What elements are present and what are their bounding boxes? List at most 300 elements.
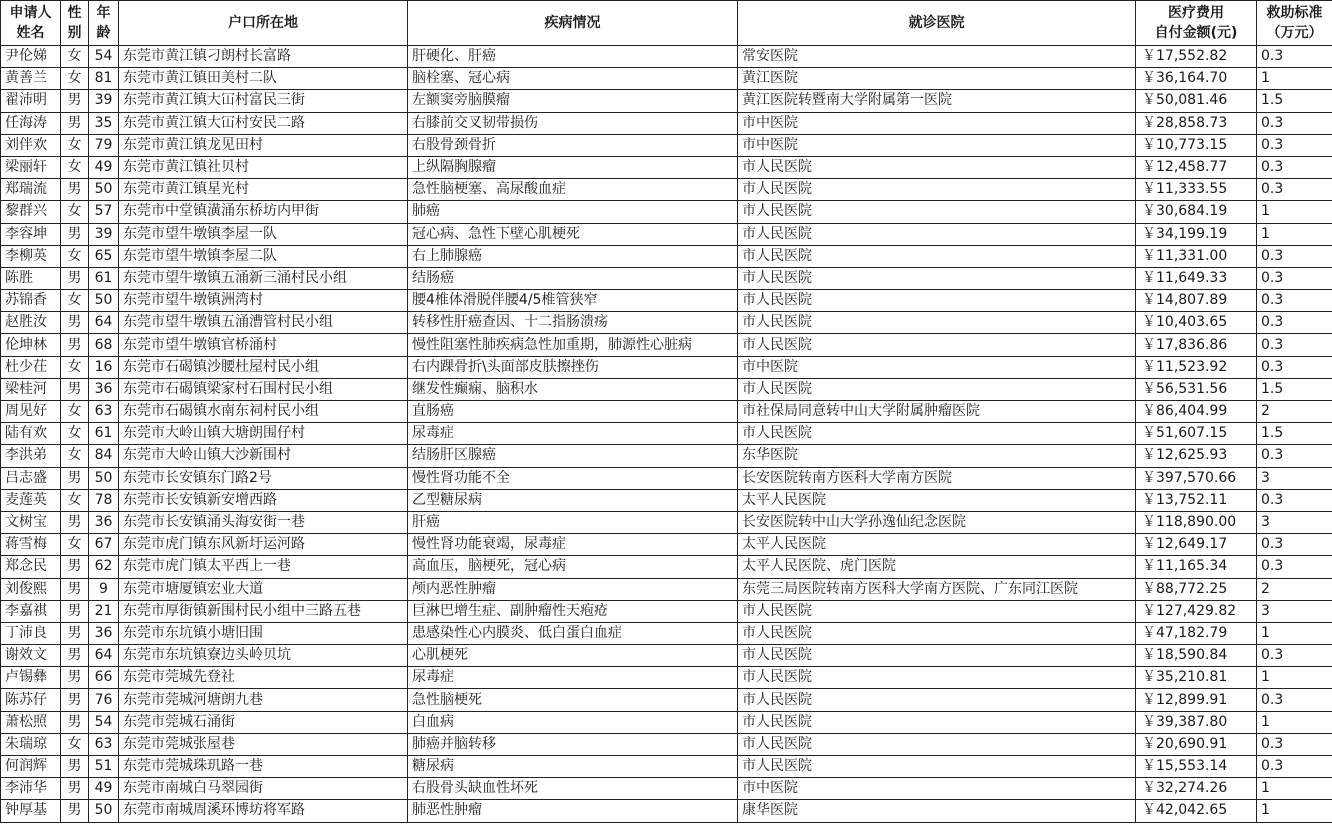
cell-gender: 女 [61, 534, 89, 556]
cell-age: 54 [89, 46, 119, 68]
header-address [119, 1, 408, 46]
cell-disease: 慢性阻塞性肺疾病急性加重期，肺源性心脏病 [408, 334, 738, 356]
cell-age: 76 [89, 689, 119, 711]
cell-standard: 0.3 [1257, 334, 1332, 356]
cell-standard: 0.3 [1257, 267, 1332, 289]
cell-standard: 1 [1257, 800, 1332, 822]
cell-gender: 女 [61, 733, 89, 755]
cell-address: 东莞市大岭山镇大沙新围村 [119, 445, 408, 467]
cell-hospital: 市人民医院 [738, 667, 1136, 689]
cell-gender: 男 [61, 267, 89, 289]
table-row [1, 645, 1332, 667]
cell-age: 84 [89, 445, 119, 467]
cell-standard: 0.3 [1257, 46, 1332, 68]
cell-address: 东莞市虎门镇太平西上一巷 [119, 556, 408, 578]
cell-standard: 1 [1257, 778, 1332, 800]
cell-hospital: 市人民医院 [738, 290, 1136, 312]
cell-address: 东莞市莞城张屋巷 [119, 733, 408, 755]
table-row [1, 134, 1332, 156]
cell-disease: 结肠癌 [408, 267, 738, 289]
cell-hospital: 康华医院 [738, 800, 1136, 822]
cell-address: 东莞市黄江镇社贝村 [119, 156, 408, 178]
cell-disease: 直肠癌 [408, 401, 738, 423]
table-row [1, 578, 1332, 600]
cell-address: 东莞市南城周溪环博坊将军路 [119, 800, 408, 822]
table-row [1, 201, 1332, 223]
cell-name: 赵胜汝 [1, 312, 61, 334]
cell-age: 67 [89, 534, 119, 556]
cell-gender: 男 [61, 578, 89, 600]
cell-cost: ￥20,690.91 [1136, 733, 1257, 755]
cell-standard: 1.5 [1257, 378, 1332, 400]
cell-gender: 女 [61, 356, 89, 378]
cell-name: 翟沛明 [1, 90, 61, 112]
cell-age: 61 [89, 423, 119, 445]
cell-disease: 心肌梗死 [408, 645, 738, 667]
cell-address: 东莞市莞城河塘朗九巷 [119, 689, 408, 711]
cell-cost: ￥12,625.93 [1136, 445, 1257, 467]
cell-gender: 男 [61, 467, 89, 489]
cell-disease: 右股骨颈骨折 [408, 134, 738, 156]
cell-address: 东莞市石碣镇梁家村石围村民小组 [119, 378, 408, 400]
table-row [1, 556, 1332, 578]
cell-cost: ￥47,182.79 [1136, 622, 1257, 644]
cell-disease: 慢性肾功能不全 [408, 467, 738, 489]
cell-gender: 女 [61, 201, 89, 223]
cell-age: 68 [89, 334, 119, 356]
cell-disease: 结肠肝区腺癌 [408, 445, 738, 467]
cell-hospital: 市人民医院 [738, 223, 1136, 245]
cell-address: 东莞市南城白马翠园街 [119, 778, 408, 800]
table-row [1, 800, 1332, 822]
cell-standard: 0.3 [1257, 733, 1332, 755]
cell-cost: ￥88,772.25 [1136, 578, 1257, 600]
cell-hospital: 市人民医院 [738, 334, 1136, 356]
cell-cost: ￥118,890.00 [1136, 511, 1257, 533]
cell-age: 64 [89, 312, 119, 334]
cell-hospital: 市人民医院 [738, 245, 1136, 267]
cell-address: 东莞市黄江镇刁朗村长富路 [119, 46, 408, 68]
table-row [1, 423, 1332, 445]
table-row [1, 733, 1332, 755]
cell-hospital: 长安医院转南方医科大学南方医院 [738, 467, 1136, 489]
cell-gender: 男 [61, 645, 89, 667]
cell-cost: ￥11,523.92 [1136, 356, 1257, 378]
cell-disease: 慢性肾功能衰竭，尿毒症 [408, 534, 738, 556]
cell-address: 东莞市望牛墩镇五涌漕管村民小组 [119, 312, 408, 334]
table-row [1, 534, 1332, 556]
cell-gender: 男 [61, 800, 89, 822]
cell-cost: ￥12,458.77 [1136, 156, 1257, 178]
cell-hospital: 市人民医院 [738, 622, 1136, 644]
cell-hospital: 市中医院 [738, 356, 1136, 378]
cell-age: 78 [89, 489, 119, 511]
cell-hospital: 黄江医院 [738, 68, 1136, 90]
cell-address: 东莞市望牛墩镇官桥涌村 [119, 334, 408, 356]
cell-name: 梁丽轩 [1, 156, 61, 178]
table-row [1, 756, 1332, 778]
header-disease-text: 疾病情况 [544, 15, 601, 31]
table-row [1, 334, 1332, 356]
table-row [1, 467, 1332, 489]
cell-address: 东莞市望牛墩镇李屋二队 [119, 245, 408, 267]
cell-standard: 1.5 [1257, 90, 1332, 112]
cell-name: 杜少茌 [1, 356, 61, 378]
cell-address: 东莞市黄江镇大冚村富民三街 [119, 90, 408, 112]
cell-hospital: 东莞三局医院转南方医科大学南方医院、广东同江医院 [738, 578, 1136, 600]
cell-address: 东莞市黄江镇龙见田村 [119, 134, 408, 156]
cell-standard: 0.3 [1257, 756, 1332, 778]
cell-disease: 继发性癫痫、脑积水 [408, 378, 738, 400]
cell-name: 吕志盛 [1, 467, 61, 489]
table-row [1, 290, 1332, 312]
cell-disease: 糖尿病 [408, 756, 738, 778]
cell-gender: 女 [61, 290, 89, 312]
header-cost-text: 医疗费用 自付金额(元) [1154, 5, 1238, 41]
cell-name: 任海涛 [1, 112, 61, 134]
cell-name: 朱瑞琼 [1, 733, 61, 755]
cell-standard: 0.3 [1257, 290, 1332, 312]
cell-name: 文树宝 [1, 511, 61, 533]
cell-name: 刘俊熙 [1, 578, 61, 600]
cell-name: 李洪弟 [1, 445, 61, 467]
cell-cost: ￥18,590.84 [1136, 645, 1257, 667]
cell-standard: 0.3 [1257, 179, 1332, 201]
cell-gender: 女 [61, 489, 89, 511]
header-row [1, 1, 1332, 46]
cell-cost: ￥14,807.89 [1136, 290, 1257, 312]
table-row [1, 356, 1332, 378]
cell-gender: 女 [61, 245, 89, 267]
cell-address: 东莞市黄江镇大冚村安民二路 [119, 112, 408, 134]
cell-standard: 1.5 [1257, 423, 1332, 445]
cell-name: 李柳英 [1, 245, 61, 267]
cell-gender: 女 [61, 445, 89, 467]
table-row [1, 600, 1332, 622]
header-standard-text: 救助标准 （万元） [1266, 5, 1323, 41]
cell-gender: 女 [61, 134, 89, 156]
cell-hospital: 市人民医院 [738, 312, 1136, 334]
cell-disease: 高血压，脑梗死，冠心病 [408, 556, 738, 578]
cell-name: 周见好 [1, 401, 61, 423]
cell-hospital: 常安医院 [738, 46, 1136, 68]
cell-hospital: 太平人民医院 [738, 534, 1136, 556]
cell-standard: 2 [1257, 401, 1332, 423]
cell-gender: 男 [61, 778, 89, 800]
cell-cost: ￥42,042.65 [1136, 800, 1257, 822]
table-row [1, 445, 1332, 467]
cell-gender: 女 [61, 68, 89, 90]
cell-standard: 0.3 [1257, 689, 1332, 711]
table-row [1, 511, 1332, 533]
table-row [1, 711, 1332, 733]
cell-disease: 颅内恶性肿瘤 [408, 578, 738, 600]
cell-age: 57 [89, 201, 119, 223]
cell-disease: 患感染性心内膜炎、低白蛋白血症 [408, 622, 738, 644]
cell-age: 39 [89, 90, 119, 112]
cell-cost: ￥34,199.19 [1136, 223, 1257, 245]
cell-age: 54 [89, 711, 119, 733]
cell-name: 李容坤 [1, 223, 61, 245]
cell-name: 李沛华 [1, 778, 61, 800]
cell-name: 陆有欢 [1, 423, 61, 445]
cell-disease: 转移性肝癌查因、十二指肠溃疡 [408, 312, 738, 334]
cell-hospital: 市社保局同意转中山大学附属肿瘤医院 [738, 401, 1136, 423]
cell-address: 东莞市虎门镇东风新圩运河路 [119, 534, 408, 556]
cell-name: 郑瑞流 [1, 179, 61, 201]
cell-gender: 女 [61, 46, 89, 68]
cell-gender: 女 [61, 156, 89, 178]
cell-address: 东莞市望牛墩镇洲湾村 [119, 290, 408, 312]
header-gender-text: 性 别 [67, 5, 82, 41]
cell-gender: 男 [61, 556, 89, 578]
cell-cost: ￥32,274.26 [1136, 778, 1257, 800]
header-age [89, 1, 119, 46]
cell-address: 东莞市长安镇东门路2号 [119, 467, 408, 489]
cell-hospital: 黄江医院转暨南大学附属第一医院 [738, 90, 1136, 112]
cell-age: 65 [89, 245, 119, 267]
cell-name: 黄善兰 [1, 68, 61, 90]
cell-hospital: 市人民医院 [738, 600, 1136, 622]
cell-cost: ￥17,836.86 [1136, 334, 1257, 356]
cell-gender: 女 [61, 423, 89, 445]
cell-standard: 0.3 [1257, 134, 1332, 156]
cell-disease: 肺恶性肿瘤 [408, 800, 738, 822]
cell-hospital: 东华医院 [738, 445, 1136, 467]
table-row [1, 156, 1332, 178]
header-name [1, 1, 61, 46]
cell-address: 东莞市大岭山镇大塘朗围仔村 [119, 423, 408, 445]
table-row [1, 46, 1332, 68]
cell-address: 东莞市莞城珠玑路一巷 [119, 756, 408, 778]
cell-disease: 左额窦旁脑膜瘤 [408, 90, 738, 112]
cell-name: 萧松照 [1, 711, 61, 733]
cell-disease: 上纵隔胸腺瘤 [408, 156, 738, 178]
cell-name: 伦坤林 [1, 334, 61, 356]
cell-name: 郑念民 [1, 556, 61, 578]
cell-standard: 0.3 [1257, 556, 1332, 578]
cell-age: 21 [89, 600, 119, 622]
cell-cost: ￥28,858.73 [1136, 112, 1257, 134]
cell-standard: 0.3 [1257, 112, 1332, 134]
cell-name: 何润辉 [1, 756, 61, 778]
cell-age: 50 [89, 290, 119, 312]
cell-address: 东莞市长安镇涌头海安街一巷 [119, 511, 408, 533]
table-row [1, 267, 1332, 289]
table-row [1, 622, 1332, 644]
cell-hospital: 市中医院 [738, 134, 1136, 156]
cell-disease: 急性脑梗死 [408, 689, 738, 711]
cell-standard: 0.3 [1257, 356, 1332, 378]
cell-address: 东莞市黄江镇田美村二队 [119, 68, 408, 90]
cell-age: 64 [89, 645, 119, 667]
cell-standard: 1 [1257, 223, 1332, 245]
cell-age: 9 [89, 578, 119, 600]
cell-standard: 0.3 [1257, 312, 1332, 334]
cell-age: 51 [89, 756, 119, 778]
cell-gender: 男 [61, 622, 89, 644]
table-row [1, 689, 1332, 711]
cell-address: 东莞市塘厦镇宏业大道 [119, 578, 408, 600]
cell-standard: 3 [1257, 511, 1332, 533]
cell-name: 蒋雪梅 [1, 534, 61, 556]
cell-gender: 男 [61, 689, 89, 711]
cell-hospital: 市人民医院 [738, 689, 1136, 711]
cell-disease: 肝癌 [408, 511, 738, 533]
cell-disease: 尿毒症 [408, 423, 738, 445]
cell-hospital: 市人民医院 [738, 156, 1136, 178]
cell-cost: ￥11,331.00 [1136, 245, 1257, 267]
table-row [1, 223, 1332, 245]
table-row [1, 667, 1332, 689]
cell-name: 苏锦香 [1, 290, 61, 312]
cell-cost: ￥15,553.14 [1136, 756, 1257, 778]
cell-address: 东莞市厚街镇新围村民小组中三路五巷 [119, 600, 408, 622]
cell-disease: 白血病 [408, 711, 738, 733]
table-row [1, 68, 1332, 90]
cell-cost: ￥12,649.17 [1136, 534, 1257, 556]
cell-standard: 3 [1257, 467, 1332, 489]
cell-gender: 男 [61, 312, 89, 334]
cell-standard: 0.3 [1257, 156, 1332, 178]
cell-age: 50 [89, 467, 119, 489]
cell-name: 刘伴欢 [1, 134, 61, 156]
cell-hospital: 市人民医院 [738, 179, 1136, 201]
cell-hospital: 市人民医院 [738, 423, 1136, 445]
header-address-text: 户口所在地 [228, 15, 298, 31]
cell-name: 钟厚基 [1, 800, 61, 822]
cell-hospital: 市人民医院 [738, 645, 1136, 667]
cell-name: 丁沛良 [1, 622, 61, 644]
cell-cost: ￥36,164.70 [1136, 68, 1257, 90]
cell-cost: ￥56,531.56 [1136, 378, 1257, 400]
cell-hospital: 市人民医院 [738, 267, 1136, 289]
cell-disease: 脑栓塞、冠心病 [408, 68, 738, 90]
cell-address: 东莞市东坑镇小塘旧围 [119, 622, 408, 644]
cell-cost: ￥30,684.19 [1136, 201, 1257, 223]
cell-standard: 2 [1257, 578, 1332, 600]
cell-disease: 肝硬化、肝癌 [408, 46, 738, 68]
cell-gender: 男 [61, 600, 89, 622]
cell-age: 36 [89, 378, 119, 400]
header-standard [1257, 1, 1332, 46]
cell-hospital: 市人民医院 [738, 756, 1136, 778]
cell-standard: 0.3 [1257, 534, 1332, 556]
cell-hospital: 市中医院 [738, 112, 1136, 134]
cell-hospital: 市人民医院 [738, 733, 1136, 755]
cell-cost: ￥86,404.99 [1136, 401, 1257, 423]
cell-age: 50 [89, 179, 119, 201]
cell-cost: ￥11,333.55 [1136, 179, 1257, 201]
table-row [1, 401, 1332, 423]
header-age-text: 年 龄 [96, 5, 111, 41]
cell-address: 东莞市东坑镇寮边头岭贝坑 [119, 645, 408, 667]
cell-age: 36 [89, 511, 119, 533]
cell-cost: ￥51,607.15 [1136, 423, 1257, 445]
table-row [1, 90, 1332, 112]
cell-cost: ￥17,552.82 [1136, 46, 1257, 68]
cell-cost: ￥11,165.34 [1136, 556, 1257, 578]
cell-hospital: 太平人民医院、虎门医院 [738, 556, 1136, 578]
cell-standard: 1 [1257, 667, 1332, 689]
cell-standard: 1 [1257, 201, 1332, 223]
table-row [1, 378, 1332, 400]
cell-gender: 男 [61, 334, 89, 356]
cell-disease: 乙型糖尿病 [408, 489, 738, 511]
cell-name: 尹伦娣 [1, 46, 61, 68]
cell-age: 79 [89, 134, 119, 156]
cell-address: 东莞市石碣镇沙腰杜屋村民小组 [119, 356, 408, 378]
cell-disease: 急性脑梗塞、高尿酸血症 [408, 179, 738, 201]
cell-name: 梁桂河 [1, 378, 61, 400]
table-row [1, 112, 1332, 134]
table-row [1, 245, 1332, 267]
cell-name: 陈胜 [1, 267, 61, 289]
cell-gender: 男 [61, 756, 89, 778]
cell-hospital: 长安医院转中山大学孙逸仙纪念医院 [738, 511, 1136, 533]
cell-name: 卢锡彝 [1, 667, 61, 689]
table-row [1, 179, 1332, 201]
cell-address: 东莞市莞城石涌街 [119, 711, 408, 733]
cell-disease: 右内踝骨折\头面部皮肤擦挫伤 [408, 356, 738, 378]
cell-disease: 肺癌 [408, 201, 738, 223]
cell-cost: ￥35,210.81 [1136, 667, 1257, 689]
cell-disease: 肺癌并脑转移 [408, 733, 738, 755]
cell-gender: 男 [61, 90, 89, 112]
cell-cost: ￥397,570.66 [1136, 467, 1257, 489]
cell-age: 62 [89, 556, 119, 578]
cell-age: 49 [89, 156, 119, 178]
cell-gender: 男 [61, 378, 89, 400]
cell-hospital: 市中医院 [738, 778, 1136, 800]
cell-cost: ￥12,899.91 [1136, 689, 1257, 711]
cell-age: 63 [89, 401, 119, 423]
cell-standard: 1 [1257, 711, 1332, 733]
cell-name: 麦莲英 [1, 489, 61, 511]
cell-gender: 男 [61, 667, 89, 689]
cell-disease: 巨淋巴增生症、副肿瘤性天疱疮 [408, 600, 738, 622]
cell-age: 61 [89, 267, 119, 289]
cell-gender: 男 [61, 511, 89, 533]
cell-gender: 男 [61, 711, 89, 733]
header-cost [1136, 1, 1257, 46]
cell-cost: ￥11,649.33 [1136, 267, 1257, 289]
cell-age: 66 [89, 667, 119, 689]
table-row [1, 312, 1332, 334]
cell-name: 李嘉祺 [1, 600, 61, 622]
cell-age: 81 [89, 68, 119, 90]
cell-name: 谢效文 [1, 645, 61, 667]
cell-age: 35 [89, 112, 119, 134]
cell-age: 50 [89, 800, 119, 822]
table-header [1, 1, 1332, 46]
cell-age: 63 [89, 733, 119, 755]
cell-hospital: 市人民医院 [738, 378, 1136, 400]
cell-standard: 0.3 [1257, 445, 1332, 467]
cell-address: 东莞市莞城先登社 [119, 667, 408, 689]
cell-address: 东莞市长安镇新安增西路 [119, 489, 408, 511]
cell-address: 东莞市望牛墩镇五涌新三涌村民小组 [119, 267, 408, 289]
header-disease [408, 1, 738, 46]
cell-standard: 1 [1257, 68, 1332, 90]
cell-hospital: 市人民医院 [738, 711, 1136, 733]
cell-disease: 尿毒症 [408, 667, 738, 689]
cell-hospital: 市人民医院 [738, 201, 1136, 223]
cell-age: 16 [89, 356, 119, 378]
cell-cost: ￥50,081.46 [1136, 90, 1257, 112]
cell-name: 黎群兴 [1, 201, 61, 223]
cell-gender: 男 [61, 179, 89, 201]
